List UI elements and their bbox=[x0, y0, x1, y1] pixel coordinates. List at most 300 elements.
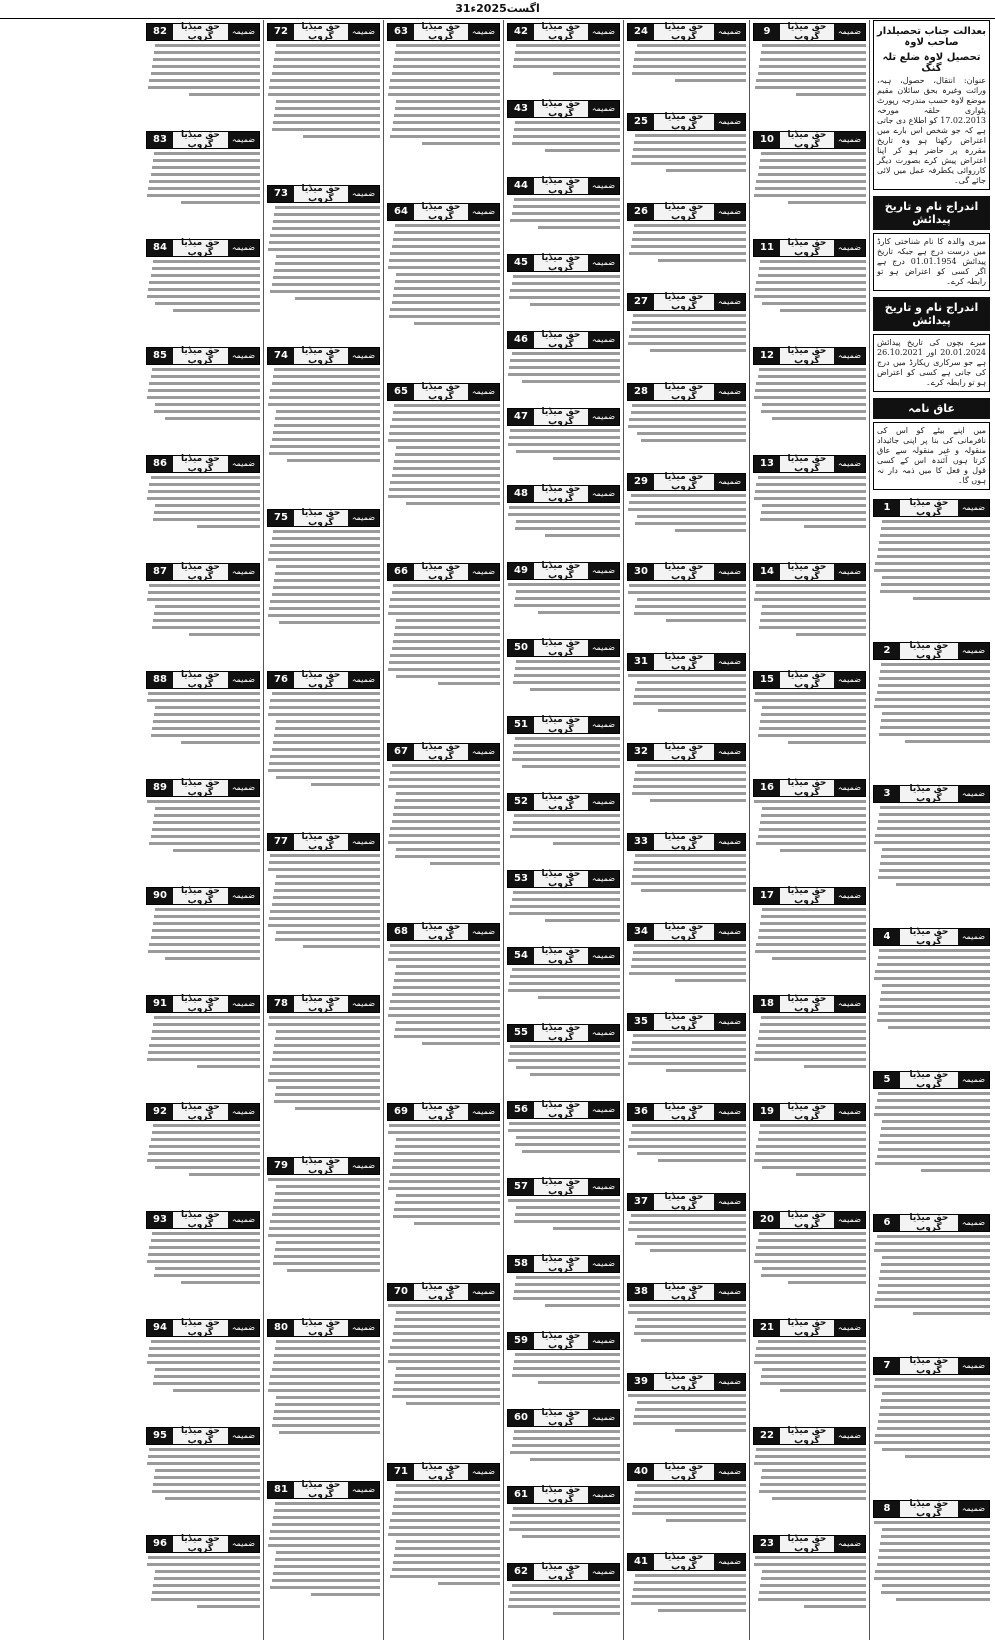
notice-body-lines bbox=[507, 891, 620, 922]
text-line bbox=[269, 762, 380, 765]
court-title: بعدالت جناب تحصیلدار صاحب لاوہ bbox=[877, 26, 986, 48]
text-line bbox=[631, 1214, 746, 1217]
text-line bbox=[394, 1325, 500, 1328]
notice-number: 54 bbox=[508, 948, 534, 964]
text-line bbox=[268, 868, 380, 871]
group-banner bbox=[873, 642, 990, 660]
notice-number: 48 bbox=[508, 486, 534, 502]
text-line bbox=[875, 1378, 990, 1381]
text-line bbox=[878, 1284, 990, 1287]
group-name: حق میڈیا گروپ bbox=[787, 1210, 827, 1230]
text-line bbox=[758, 1037, 866, 1040]
text-line bbox=[628, 342, 746, 345]
text-line bbox=[388, 1533, 500, 1536]
text-line bbox=[530, 1458, 620, 1461]
text-line bbox=[273, 276, 380, 279]
notice-block bbox=[146, 128, 260, 236]
text-line bbox=[756, 281, 866, 284]
court-subtitle: تحصیل لاوہ ضلع تلہ گنگ bbox=[882, 52, 981, 74]
notice-body-lines bbox=[627, 944, 746, 982]
text-line bbox=[396, 1311, 500, 1314]
text-line bbox=[154, 713, 260, 716]
text-line bbox=[395, 626, 500, 629]
notice-number: 36 bbox=[628, 1104, 654, 1120]
text-line bbox=[393, 121, 500, 124]
group-banner bbox=[387, 563, 500, 581]
text-line bbox=[514, 674, 620, 677]
text-line bbox=[148, 288, 260, 291]
text-line bbox=[388, 1304, 500, 1307]
text-line bbox=[272, 537, 380, 540]
group-banner bbox=[627, 563, 746, 581]
text-line bbox=[270, 854, 380, 857]
text-line bbox=[270, 445, 380, 448]
text-line bbox=[388, 1131, 500, 1134]
notice-number: 63 bbox=[388, 24, 414, 40]
text-line bbox=[772, 417, 866, 420]
notice-block bbox=[387, 380, 500, 560]
text-line bbox=[274, 1199, 380, 1202]
text-line bbox=[153, 58, 260, 61]
group-name: حق میڈیا گروپ bbox=[541, 330, 581, 350]
text-line bbox=[650, 799, 746, 802]
text-line bbox=[147, 1159, 260, 1162]
text-line bbox=[197, 1065, 260, 1068]
notice-block bbox=[507, 1483, 620, 1560]
text-line bbox=[311, 783, 380, 786]
notice-number: 35 bbox=[628, 1014, 654, 1030]
text-line bbox=[510, 905, 620, 908]
text-line bbox=[755, 187, 866, 190]
text-line bbox=[513, 1297, 620, 1300]
notice-tag: ضمیمہ bbox=[834, 564, 865, 580]
notice-tag: ضمیمہ bbox=[588, 332, 619, 348]
text-line bbox=[514, 198, 620, 201]
text-line bbox=[921, 1169, 990, 1172]
notice-body-lines bbox=[146, 44, 260, 96]
group-name: حق میڈیا گروپ bbox=[787, 562, 827, 582]
notice-title-4: عاق نامہ bbox=[873, 398, 990, 419]
text-line bbox=[874, 1385, 990, 1388]
text-line bbox=[276, 565, 380, 568]
text-line bbox=[879, 733, 990, 736]
text-line bbox=[761, 511, 866, 514]
text-line bbox=[393, 65, 500, 68]
notice-tag: ضمیمہ bbox=[834, 24, 865, 40]
text-line bbox=[276, 255, 380, 258]
text-line bbox=[276, 100, 380, 103]
text-line bbox=[273, 375, 380, 378]
notice-block bbox=[146, 236, 260, 344]
text-line bbox=[276, 1396, 380, 1399]
notice-body-lines bbox=[753, 1016, 866, 1068]
banner-list bbox=[507, 20, 620, 1637]
group-name: حق میڈیا گروپ bbox=[664, 922, 704, 942]
text-line bbox=[658, 259, 746, 262]
text-line bbox=[896, 1598, 990, 1601]
text-line bbox=[270, 1586, 380, 1589]
group-banner bbox=[146, 131, 260, 149]
notice-block bbox=[507, 1329, 620, 1406]
notice-block bbox=[146, 1424, 260, 1532]
text-line bbox=[762, 1267, 866, 1270]
text-line bbox=[658, 709, 746, 712]
notice-block bbox=[507, 251, 620, 328]
notice-number: 45 bbox=[508, 255, 534, 271]
notice-number: 32 bbox=[628, 744, 654, 760]
notice-body-lines bbox=[753, 800, 866, 852]
text-line bbox=[268, 1389, 380, 1392]
text-line bbox=[761, 1274, 866, 1277]
text-line bbox=[762, 706, 866, 709]
notice-tag: ضمیمہ bbox=[468, 384, 499, 400]
notice-number: 10 bbox=[754, 132, 780, 148]
group-banner bbox=[627, 23, 746, 41]
notice-block bbox=[627, 740, 746, 830]
text-line bbox=[275, 206, 380, 209]
group-banner bbox=[146, 1427, 260, 1445]
notice-block bbox=[753, 452, 866, 560]
group-name: حق میڈیا گروپ bbox=[664, 112, 704, 132]
text-line bbox=[881, 1535, 990, 1538]
text-line bbox=[275, 1093, 380, 1096]
notice-block bbox=[267, 1316, 380, 1478]
text-line bbox=[148, 692, 260, 695]
text-line bbox=[754, 598, 866, 601]
text-line bbox=[509, 1122, 620, 1125]
text-line bbox=[788, 1281, 866, 1284]
notice-number: 46 bbox=[508, 332, 534, 348]
text-line bbox=[796, 633, 866, 636]
text-line bbox=[406, 1402, 500, 1405]
notice-body-lines bbox=[873, 1092, 990, 1172]
notice-tag: ضمیمہ bbox=[228, 240, 259, 256]
text-line bbox=[394, 404, 500, 407]
notice-body-lines bbox=[627, 1034, 746, 1072]
notice-body-lines bbox=[507, 1276, 620, 1307]
text-line bbox=[395, 1145, 500, 1148]
notice-number: 50 bbox=[508, 640, 534, 656]
notice-body-lines bbox=[146, 152, 260, 204]
notice-tag: ضمیمہ bbox=[588, 717, 619, 733]
text-line bbox=[155, 1267, 260, 1270]
notice-tag: ضمیمہ bbox=[958, 1501, 989, 1517]
text-line bbox=[389, 1353, 500, 1356]
text-line bbox=[390, 308, 500, 311]
text-line bbox=[879, 1413, 990, 1416]
text-line bbox=[760, 58, 866, 61]
notice-block bbox=[146, 560, 260, 668]
notice-tag: ضمیمہ bbox=[588, 794, 619, 810]
text-line bbox=[666, 169, 746, 172]
group-banner bbox=[627, 383, 746, 401]
text-line bbox=[879, 949, 990, 952]
text-line bbox=[634, 612, 746, 615]
notice-body-lines bbox=[507, 660, 620, 691]
text-line bbox=[762, 908, 866, 911]
notice-block bbox=[873, 639, 990, 782]
text-line bbox=[273, 65, 380, 68]
text-line bbox=[273, 530, 380, 533]
text-line bbox=[396, 1021, 500, 1024]
notice-body-lines bbox=[146, 1448, 260, 1500]
text-line bbox=[881, 663, 990, 666]
group-banner bbox=[507, 177, 620, 195]
text-line bbox=[153, 260, 260, 263]
notice-number: 74 bbox=[268, 348, 294, 364]
text-line bbox=[631, 494, 746, 497]
text-line bbox=[633, 1505, 746, 1508]
group-name: حق میڈیا گروپ bbox=[421, 382, 461, 402]
text-line bbox=[513, 1437, 620, 1440]
notice-tag: ضمیمہ bbox=[714, 114, 745, 130]
notice-tag: ضمیمہ bbox=[348, 1158, 379, 1174]
group-banner bbox=[267, 1319, 380, 1337]
text-line bbox=[152, 368, 260, 371]
text-line bbox=[754, 1159, 866, 1162]
notice-number: 75 bbox=[268, 510, 294, 526]
text-line bbox=[754, 194, 866, 197]
text-line bbox=[632, 875, 746, 878]
text-line bbox=[152, 727, 260, 730]
text-line bbox=[153, 619, 260, 622]
text-line bbox=[155, 908, 260, 911]
group-banner bbox=[753, 23, 866, 41]
text-line bbox=[631, 965, 746, 968]
notice-number: 90 bbox=[147, 888, 173, 904]
notice-body-lines bbox=[267, 44, 380, 138]
text-line bbox=[389, 488, 500, 491]
notice-body-lines bbox=[387, 584, 500, 685]
text-line bbox=[508, 373, 620, 376]
notice-body-lines bbox=[267, 368, 380, 462]
text-line bbox=[515, 51, 620, 54]
text-line bbox=[268, 614, 380, 617]
notice-block bbox=[507, 944, 620, 1021]
text-line bbox=[756, 842, 866, 845]
notice-block bbox=[873, 496, 990, 639]
text-line bbox=[149, 483, 260, 486]
group-name: حق میڈیا گروپ bbox=[664, 1552, 704, 1572]
notice-number: 27 bbox=[628, 294, 654, 310]
text-line bbox=[422, 142, 500, 145]
notice-block bbox=[267, 1478, 380, 1640]
group-banner bbox=[507, 562, 620, 580]
group-name: حق میڈیا گروپ bbox=[909, 1356, 949, 1376]
text-line bbox=[147, 800, 260, 803]
notice-block bbox=[753, 1424, 866, 1532]
group-name: حق میڈیا گروپ bbox=[909, 1213, 949, 1233]
text-line bbox=[148, 86, 260, 89]
notice-number: 5 bbox=[874, 1072, 900, 1088]
text-line bbox=[878, 1092, 990, 1095]
text-line bbox=[759, 1232, 866, 1235]
text-line bbox=[755, 950, 866, 953]
text-line bbox=[510, 359, 620, 362]
notice-body-lines bbox=[507, 1122, 620, 1153]
text-line bbox=[878, 956, 990, 959]
text-line bbox=[650, 349, 746, 352]
text-line bbox=[390, 135, 500, 138]
text-line bbox=[516, 1206, 620, 1209]
notice-body-lines bbox=[627, 1304, 746, 1342]
group-banner bbox=[507, 1101, 620, 1119]
notice-number: 88 bbox=[147, 672, 173, 688]
notice-number: 78 bbox=[268, 996, 294, 1012]
notice-body-lines bbox=[267, 1340, 380, 1434]
notice-block bbox=[146, 884, 260, 992]
text-line bbox=[148, 1354, 260, 1357]
notice-block bbox=[267, 830, 380, 992]
text-line bbox=[151, 1037, 260, 1040]
text-line bbox=[634, 1498, 746, 1501]
text-line bbox=[270, 234, 380, 237]
group-name: حق میڈیا گروپ bbox=[301, 508, 341, 528]
text-line bbox=[522, 765, 620, 768]
group-name: حق میڈیا گروپ bbox=[787, 1426, 827, 1446]
text-line bbox=[637, 1152, 746, 1155]
text-line bbox=[274, 1410, 380, 1413]
notice-body-lines bbox=[146, 1340, 260, 1392]
text-line bbox=[635, 1408, 746, 1411]
text-line bbox=[152, 65, 260, 68]
text-line bbox=[311, 1593, 380, 1596]
text-line bbox=[269, 861, 380, 864]
text-line bbox=[275, 51, 380, 54]
text-line bbox=[516, 660, 620, 663]
text-line bbox=[393, 986, 500, 989]
text-line bbox=[273, 741, 380, 744]
notice-tag: ضمیمہ bbox=[714, 1554, 745, 1570]
notice-tag: ضمیمہ bbox=[714, 1374, 745, 1390]
text-line bbox=[878, 876, 990, 879]
text-line bbox=[303, 945, 380, 948]
text-line bbox=[650, 1249, 746, 1252]
notice-number: 81 bbox=[268, 1482, 294, 1498]
text-line bbox=[392, 474, 500, 477]
text-line bbox=[147, 497, 260, 500]
text-line bbox=[754, 1260, 866, 1263]
text-line bbox=[512, 282, 620, 285]
notice-block bbox=[753, 344, 866, 452]
notice-tag: ضمیمہ bbox=[958, 500, 989, 516]
text-line bbox=[629, 1304, 746, 1307]
notice-tag: ضمیمہ bbox=[588, 563, 619, 579]
notice-tag: ضمیمہ bbox=[588, 1564, 619, 1580]
text-line bbox=[879, 1549, 990, 1552]
notice-number: 80 bbox=[268, 1320, 294, 1336]
notice-number: 49 bbox=[508, 563, 534, 579]
notice-tag: ضمیمہ bbox=[588, 1487, 619, 1503]
text-line bbox=[758, 835, 866, 838]
text-line bbox=[149, 281, 260, 284]
text-line bbox=[514, 58, 620, 61]
notice-tag: ضمیمہ bbox=[228, 780, 259, 796]
text-line bbox=[509, 1052, 620, 1055]
notice-block bbox=[627, 1100, 746, 1190]
text-line bbox=[756, 1347, 866, 1350]
text-line bbox=[545, 534, 620, 537]
text-line bbox=[153, 518, 260, 521]
text-line bbox=[153, 1124, 260, 1127]
notice-block bbox=[507, 1406, 620, 1483]
group-banner bbox=[627, 1373, 746, 1391]
notice-number: 96 bbox=[147, 1536, 173, 1552]
text-line bbox=[438, 1582, 500, 1585]
notice-block bbox=[146, 344, 260, 452]
group-banner bbox=[146, 671, 260, 689]
columns-container bbox=[2, 20, 993, 1640]
text-line bbox=[877, 827, 990, 830]
notice-number: 93 bbox=[147, 1212, 173, 1228]
text-line bbox=[392, 301, 500, 304]
group-name: حق میڈیا گروپ bbox=[787, 994, 827, 1014]
text-line bbox=[396, 792, 500, 795]
notice-tag: ضمیمہ bbox=[468, 24, 499, 40]
text-line bbox=[538, 611, 620, 614]
text-line bbox=[389, 951, 500, 954]
notice-block bbox=[146, 668, 260, 776]
notice-number: 30 bbox=[628, 564, 654, 580]
notice-number: 43 bbox=[508, 101, 534, 117]
notice-block bbox=[627, 560, 746, 650]
notice-body-lines bbox=[507, 198, 620, 229]
notice-body-lines bbox=[627, 224, 746, 262]
text-line bbox=[631, 1131, 746, 1134]
text-line bbox=[759, 727, 866, 730]
group-banner bbox=[507, 100, 620, 118]
group-banner bbox=[146, 239, 260, 257]
notice-tag: ضمیمہ bbox=[714, 384, 745, 400]
text-line bbox=[628, 674, 746, 677]
text-line bbox=[804, 1605, 866, 1608]
group-banner bbox=[146, 455, 260, 473]
notice-number: 68 bbox=[388, 924, 414, 940]
group-banner bbox=[507, 870, 620, 888]
group-name: حق میڈیا گروپ bbox=[421, 22, 461, 42]
text-line bbox=[874, 1249, 990, 1252]
text-line bbox=[875, 834, 990, 837]
notice-block bbox=[627, 470, 746, 560]
notice-number: 83 bbox=[147, 132, 173, 148]
notice-number: 6 bbox=[874, 1215, 900, 1231]
group-name: حق میڈیا گروپ bbox=[301, 1318, 341, 1338]
text-line bbox=[395, 799, 500, 802]
text-line bbox=[389, 259, 500, 262]
group-name: حق میڈیا گروپ bbox=[787, 238, 827, 258]
text-line bbox=[512, 1514, 620, 1517]
notice-body-lines bbox=[146, 1124, 260, 1176]
notice-body-lines bbox=[146, 908, 260, 960]
notice-number: 66 bbox=[388, 564, 414, 580]
group-name: حق میڈیا گروپ bbox=[787, 1102, 827, 1122]
text-line bbox=[514, 128, 620, 131]
text-line bbox=[147, 396, 260, 399]
notice-body-lines bbox=[507, 506, 620, 537]
text-line bbox=[516, 44, 620, 47]
group-name: حق میڈیا گروپ bbox=[180, 562, 220, 582]
text-line bbox=[394, 460, 500, 463]
text-line bbox=[508, 583, 620, 586]
text-line bbox=[438, 682, 500, 685]
group-name: حق میڈیا گروپ bbox=[180, 670, 220, 690]
group-name: حق میڈیا گروپ bbox=[180, 994, 220, 1014]
notice-block bbox=[753, 20, 866, 128]
text-line bbox=[395, 280, 500, 283]
text-line bbox=[631, 245, 746, 248]
notice-tag: ضمیمہ bbox=[588, 409, 619, 425]
text-line bbox=[635, 134, 746, 137]
